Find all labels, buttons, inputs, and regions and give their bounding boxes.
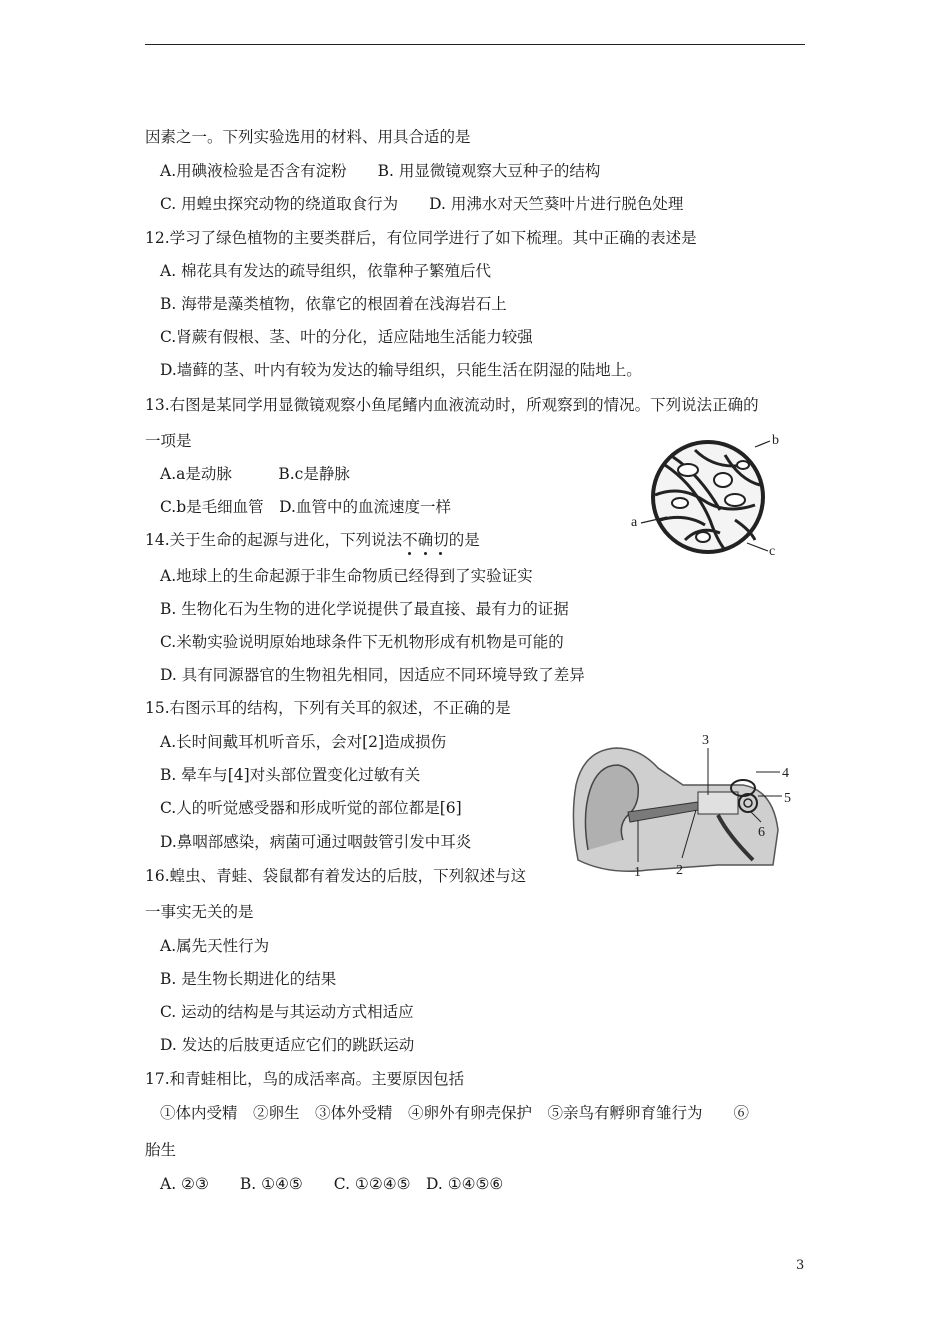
question-13-stem-cont: 一项是	[145, 432, 192, 450]
label-c: c	[769, 544, 776, 559]
question-12-option-c: C.肾蕨有假根、茎、叶的分化，适应陆地生活能力较强	[160, 328, 533, 346]
question-14-stem	[145, 530, 480, 550]
label-4: 4	[782, 766, 789, 781]
question-16-option-b: B. 是生物长期进化的结果	[160, 970, 337, 988]
question-16-option-d: D. 发达的后肢更适应它们的跳跃运动	[160, 1036, 415, 1054]
label-b: b	[772, 433, 779, 448]
question-11-options-cd: C. 用蝗虫探究动物的绕道取食行为 D. 用沸水对天竺葵叶片进行脱色处理	[160, 195, 684, 213]
question-12-option-b: B. 海带是藻类植物，依靠它的根固着在浅海岩石上	[160, 295, 507, 313]
question-11-continuation: 因素之一。下列实验选用的材料、用具合适的是	[145, 128, 471, 146]
question-12-option-d: D.墙藓的茎、叶内有较为发达的输导组织，只能生活在阴湿的陆地上。	[160, 361, 642, 379]
question-15-stem: 15.右图示耳的结构，下列有关耳的叙述，不正确的是	[145, 699, 511, 717]
question-14-option-b: B. 生物化石为生物的进化学说提供了最直接、最有力的证据	[160, 600, 569, 618]
ear-structure-figure	[568, 730, 800, 880]
label-6: 6	[758, 825, 765, 840]
question-16-option-c: C. 运动的结构是与其运动方式相适应	[160, 1003, 414, 1021]
header-rule	[145, 44, 805, 45]
page-number: 3	[796, 1258, 805, 1273]
question-16-stem: 16.蝗虫、青蛙、袋鼠都有着发达的后肢，下列叙述与这	[145, 867, 527, 885]
question-15-option-c: C.人的听觉感受器和形成听觉的部位都是[6]	[160, 799, 462, 817]
q14-stem-end: 的是	[448, 531, 480, 549]
emphasis-char: 确	[417, 531, 434, 549]
question-14-option-d: D. 具有同源器官的生物祖先相同，因适应不同环境导致了差异	[160, 666, 585, 684]
question-17-choices-cont: 胎生	[145, 1141, 177, 1159]
emphasis-char: 切	[433, 531, 449, 549]
blood-vessel-figure	[625, 425, 795, 565]
question-16-stem-cont: 一事实无关的是	[145, 903, 254, 921]
label-1: 1	[634, 865, 641, 880]
question-17-choices: ①体内受精 ②卵生 ③体外受精 ④卵外有卵壳保护 ⑤亲鸟有孵卵育雏行为 ⑥	[160, 1104, 750, 1122]
question-15-option-b: B. 晕车与[4]对头部位置变化过敏有关	[160, 766, 421, 784]
question-13-stem: 13.右图是某同学用显微镜观察小鱼尾鳍内血液流动时，所观察到的情况。下列说法正确的	[145, 396, 759, 414]
question-14-option-c: C.米勒实验说明原始地球条件下无机物形成有机物是可能的	[160, 633, 564, 651]
question-15-option-a: A.长时间戴耳机听音乐，会对[2]造成损伤	[160, 733, 447, 751]
emphasis-char: 不	[402, 531, 418, 549]
q14-stem-text: 14.关于生命的起源与进化，下列说法	[145, 531, 403, 549]
middle-ear	[698, 792, 738, 814]
question-11-options-ab: A.用碘液检验是否含有淀粉 B. 用显微镜观察大豆种子的结构	[160, 162, 601, 180]
question-14-option-a: A.地球上的生命起源于非生命物质已经得到了实验证实	[160, 567, 533, 585]
label-5: 5	[784, 791, 791, 806]
question-17-stem: 17.和青蛙相比，鸟的成活率高。主要原因包括	[145, 1070, 465, 1088]
label-a: a	[631, 515, 638, 530]
question-12-option-a: A. 棉花具有发达的疏导组织，依靠种子繁殖后代	[160, 262, 492, 280]
question-12-stem: 12.学习了绿色植物的主要类群后，有位同学进行了如下梳理。其中正确的表述是	[145, 229, 697, 247]
question-17-answers: A. ②③ B. ①④⑤ C. ①②④⑤ D. ①④⑤⑥	[160, 1175, 504, 1193]
question-13-options-ab: A.a是动脉 B.c是静脉	[160, 465, 350, 483]
label-3: 3	[702, 733, 709, 748]
question-15-option-d: D.鼻咽部感染，病菌可通过咽鼓管引发中耳炎	[160, 833, 472, 851]
question-16-option-a: A.属先天性行为	[160, 937, 270, 955]
question-13-options-cd: C.b是毛细血管 D.血管中的血流速度一样	[160, 498, 451, 516]
label-2: 2	[676, 863, 683, 878]
